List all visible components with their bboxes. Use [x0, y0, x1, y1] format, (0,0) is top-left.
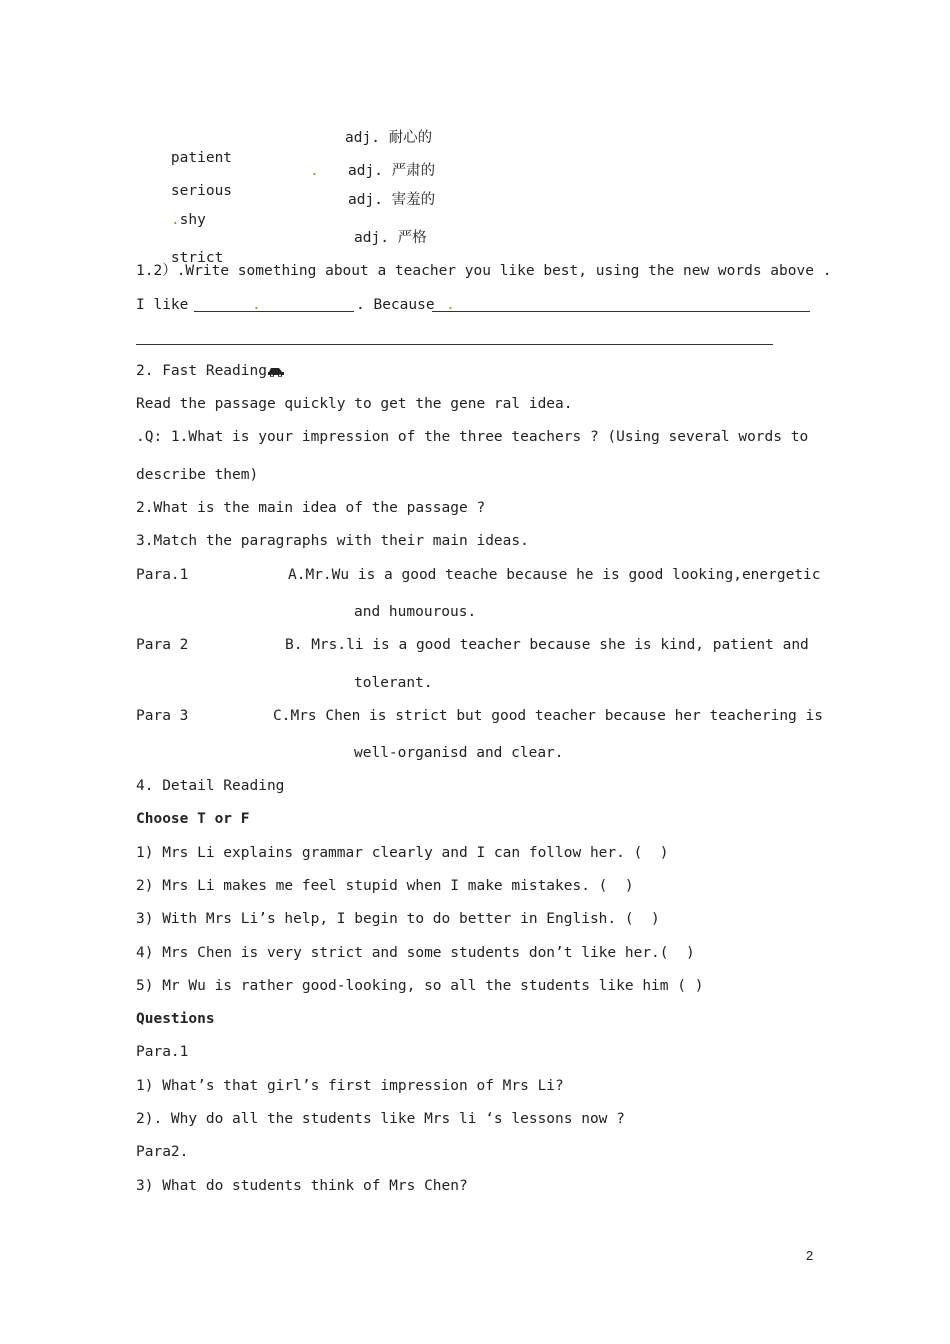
tf-heading: Choose T or F [136, 811, 250, 827]
tf-statement: 2) Mrs Li makes me feel stupid when I make mistakes. ( ) [136, 878, 634, 894]
tf-statement: 4) Mrs Chen is very strict and some students don’t like her.( ) [136, 945, 695, 961]
match-idea-cont: tolerant. [354, 675, 433, 691]
match-idea: B. Mrs.li is a good teacher because she is kind, patient and [285, 637, 809, 653]
para-label: Para2. [136, 1144, 189, 1160]
answer-blank-because[interactable] [432, 311, 810, 312]
vocab-word: serious [170, 183, 233, 199]
fast-reading-instruction: Read the passage quickly to get the gene ral idea. [136, 396, 573, 412]
stray-dot: . [252, 297, 261, 313]
answer-blank-line2[interactable] [136, 344, 773, 345]
question-item: 2). Why do all the students like Mrs li ‘s lessons now ? [136, 1111, 625, 1127]
question-item: 1) What’s that girl’s first impression of Mrs Li? [136, 1078, 564, 1094]
stray-dot: . [446, 297, 455, 313]
vocab-pos: adj. 严肃的 [348, 163, 436, 179]
car-icon [267, 365, 285, 377]
answer-blank-like[interactable] [194, 311, 354, 312]
vocab-meaning: 严肃的 [391, 163, 436, 179]
question-2: 2.What is the main idea of the passage ? [136, 500, 486, 516]
task-prompt: 1.2）.Write something about a teacher you like best, using the new words above . [136, 263, 832, 279]
vocab-word: shy [179, 212, 206, 228]
vocab-pos: adj. 耐心的 [345, 130, 433, 146]
stray-dot: . [170, 212, 180, 228]
vocab-word: patient [170, 150, 233, 166]
match-para-label: Para.1 [136, 567, 189, 583]
question-1-line1: .Q: 1.What is your impression of the three teachers ? (Using several words to [136, 429, 809, 445]
vocab-pos: adj. 严格 [354, 230, 427, 246]
fast-reading-heading: 2. Fast Reading [136, 361, 285, 381]
question-item: 3) What do students think of Mrs Chen? [136, 1178, 468, 1194]
match-para-label: Para 3 [136, 708, 189, 724]
tf-statement: 5) Mr Wu is rather good-looking, so all the students like him ( ) [136, 978, 704, 994]
question-3: 3.Match the paragraphs with their main ideas. [136, 533, 529, 549]
match-idea-cont: and humourous. [354, 604, 477, 620]
tf-statement: 1) Mrs Li explains grammar clearly and I can follow her. ( ) [136, 845, 669, 861]
i-like-label: I like [136, 297, 189, 313]
vocab-meaning: 严格 [397, 230, 427, 246]
because-label: . Because [356, 297, 435, 313]
match-idea-cont: well-organisd and clear. [354, 745, 564, 761]
para-label: Para.1 [136, 1044, 189, 1060]
detail-reading-heading: 4. Detail Reading [136, 778, 285, 794]
vocab-pos: adj. 害羞的 [348, 192, 436, 208]
match-idea: A.Mr.Wu is a good teache because he is good looking,energetic [288, 567, 821, 583]
tf-statement: 3) With Mrs Li’s help, I begin to do better in English. ( ) [136, 911, 660, 927]
questions-heading: Questions [136, 1011, 215, 1027]
match-para-label: Para 2 [136, 637, 189, 653]
vocab-word: strict [170, 250, 224, 266]
match-idea: C.Mrs Chen is strict but good teacher because her teachering is [273, 708, 823, 724]
page-number: 2 [806, 1248, 814, 1263]
vocab-meaning: 耐心的 [388, 130, 433, 146]
stray-dot: . [310, 163, 319, 179]
question-1-line2: describe them) [136, 467, 259, 483]
vocab-meaning: 害羞的 [391, 192, 436, 208]
